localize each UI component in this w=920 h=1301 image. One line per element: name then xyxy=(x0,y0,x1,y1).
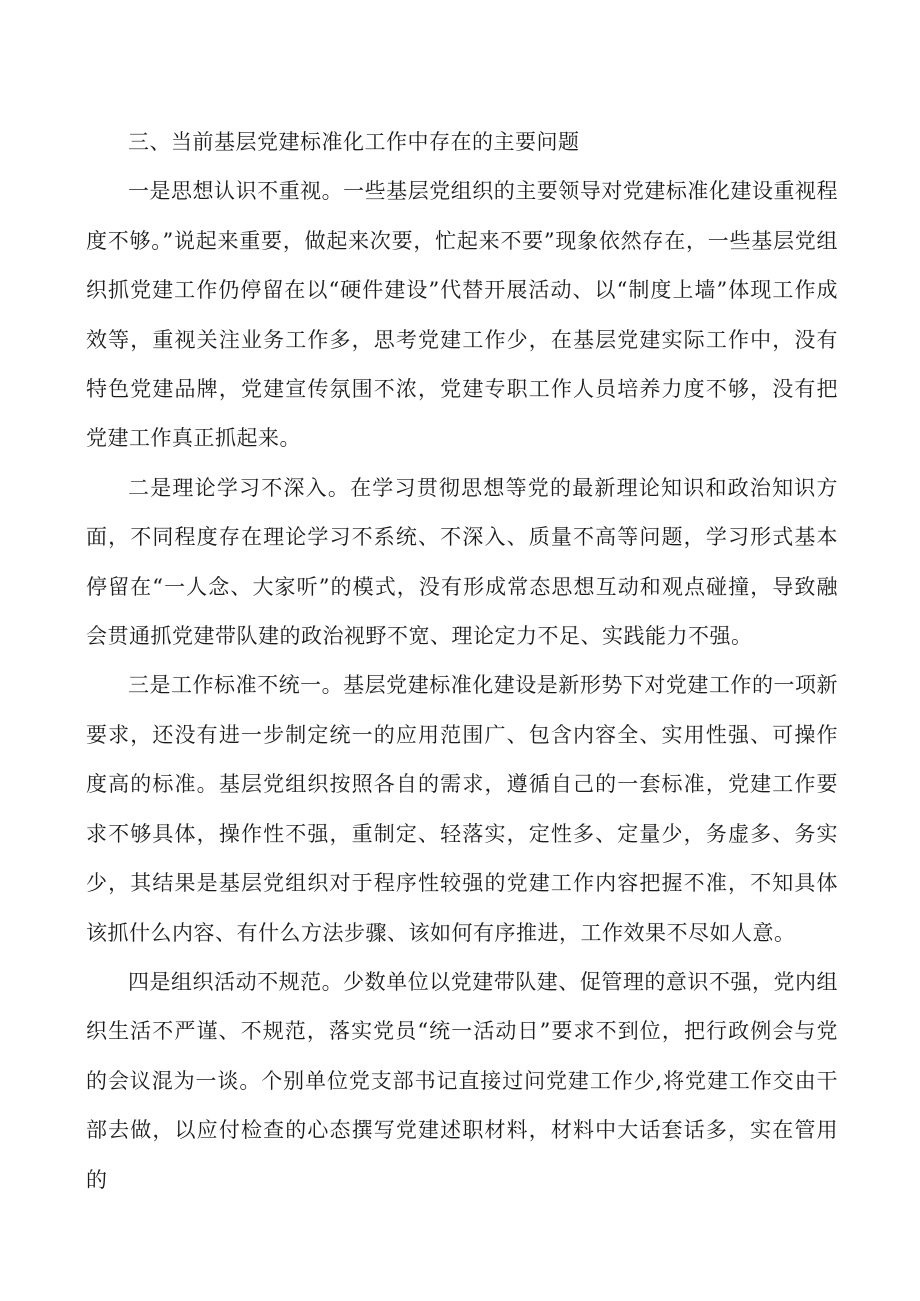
paragraph-ideology: 一是思想认识不重视。一些基层党组织的主要领导对党建标准化建设重视程度不够。”说起来重要，做起来次要，忙起来不要”现象依然存在，一些基层党组织抓党建工作仍停留在以“硬件建设”代替开展活动、以“制度上墙”体现工作成效等，重视关注业务工作多，思考党建工作少，在基层党建实际工作中，没有特色党建品牌，党建宣传氛围不浓，党建专职工作人员培养力度不够，没有把党建工作真正抓起来。 xyxy=(86,179,838,451)
document-body xyxy=(86,118,838,1205)
section-heading: 三、当前基层党建标准化工作中存在的主要问题 xyxy=(128,130,580,154)
paragraph-work-standards: 三是工作标准不统一。基层党建标准化建设是新形势下对党建工作的一项新要求，还没有进一步制定统一的应用范围广、包含内容全、实用性强、可操作度高的标准。基层党组织按照各自的需求，遵循自己的一套标准，党建工作要求不够具体，操作性不强，重制定、轻落实，定性多、定量少，务虚多、务实少，其结果是基层党组织对于程序性较强的党建工作内容把握不准，不知具体该抓什么内容、有什么方法步骤、该如何有序推进，工作效果不尽如人意。 xyxy=(86,673,838,945)
paragraph-organization-activities: 四是组织活动不规范。少数单位以党建带队建、促管理的意识不强，党内组织生活不严谨、不规范，落实党员“统一活动日”要求不到位，把行政例会与党的会议混为一谈。个别单位党支部书记直接过问党建工作少,将党建工作交由干部去做，以应付检查的心态撰写党建述职材料，材料中大话套话多，实在管用的 xyxy=(86,969,838,1192)
paragraph-theory-study: 二是理论学习不深入。在学习贯彻思想等党的最新理论知识和政治知识方面，不同程度存在理论学习不系统、不深入、质量不高等问题，学习形式基本停留在“一人念、大家听”的模式，没有形成常态思想互动和观点碰撞，导致融会贯通抓党建带队建的政治视野不宽、理论定力不足、实践能力不强。 xyxy=(86,475,838,649)
